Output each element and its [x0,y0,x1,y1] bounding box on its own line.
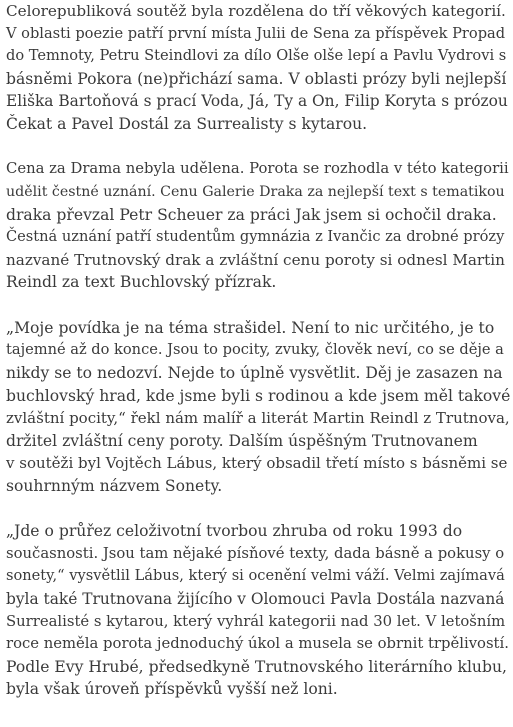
text-line: Podle Evy Hrubé, předsedkyně Trutnovského literárního klubu, [6,657,507,676]
paragraph-3 [6,317,510,498]
text-line: „Moje povídka je na téma strašidel. Není to nic určitého, je to [6,318,495,337]
text-line: současnosti. Jsou tam nějaké písňové texty, dada básně a pokusy o [6,544,505,562]
text-line: draka převzal Petr Scheuer za práci Jak jsem si ochočil draka. [6,205,497,224]
text-line: roce neměla porota jednoduchý úkol a musela se obrnit trpělivostí. [6,635,509,653]
text-line: „Jde o průřez celoživotní tvorbou zhruba od roku 1993 do [6,522,463,541]
text-line: držitel zvláštní ceny poroty. Dalším úspěšným Trutnovanem [6,431,478,450]
text-line: do Temnoty, Petru Steindlovi za dílo Olše olše lepí a Pavlu Vydrovi s [6,47,507,65]
text-line: Čekat a Pavel Dostál za Surrealisty s kytarou. [6,114,368,133]
text-line: udělit čestné uznání. Cenu Galerie Draka za nejlepší text s tematikou [6,183,505,200]
text-line: sonety,“ vysvětlil Lábus, který si ocenění velmi váží. Velmi zajímavá [6,567,505,585]
text-line: zvláštní pocity,“ řekl nám malíř a literát Martin Reindl z Trutnova, [6,409,510,428]
text-line: nazvané Trutnovský drak a zvláštní cenu poroty si odnesl Martin [6,250,505,269]
text-line: Čestná uznání patří studentům gymnázia z Ivančic za drobné prózy [6,228,505,246]
text-line: tajemné až do konce. Jsou to pocity, zvuky, člověk neví, co se děje a [6,341,504,359]
text-line: Celorepubliková soutěž byla rozdělena do tří věkových kategorií. [6,2,506,20]
text-line: buchlovský hrad, kde jsme byli s rodinou a kde jsem měl takové [6,386,511,405]
text-line: Reindl za text Buchlovský přízrak. [6,273,277,292]
article-body [6,0,510,701]
text-line: v soutěži byl Vojtěch Lábus, který obsadil třetí místo s básněmi se [6,454,508,473]
text-line: byla také Trutnovana žijícího v Olomouci Pavla Dostála nazvaná [6,590,505,609]
text-line: Cena za Drama nebyla udělena. Porota se rozhodla v této kategorii [6,160,509,178]
text-line: V oblasti poezie patří první místa Julii de Sena za příspěvek Propad [6,24,506,42]
paragraph-1 [6,0,510,136]
text-line: byla však úroveň příspěvků vyšší než loni. [6,680,338,699]
paragraph-4 [6,520,510,701]
text-line: Eliška Bartoňová s prací Voda, Já, Ty a On, Filip Koryta s prózou [6,92,508,111]
text-line: souhrnným názvem Sonety. [6,476,223,495]
paragraph-2 [6,158,510,294]
text-line: nikdy se to nedozví. Nejde to úplně vysvětlit. Děj je zasazen na [6,363,503,382]
text-line: Surrealisté s kytarou, který vyhrál kategorii nad 30 let. V letošním [6,612,506,630]
text-line: básněmi Pokora (ne)přichází sama. V oblasti prózy byli nejlepší [6,69,507,88]
